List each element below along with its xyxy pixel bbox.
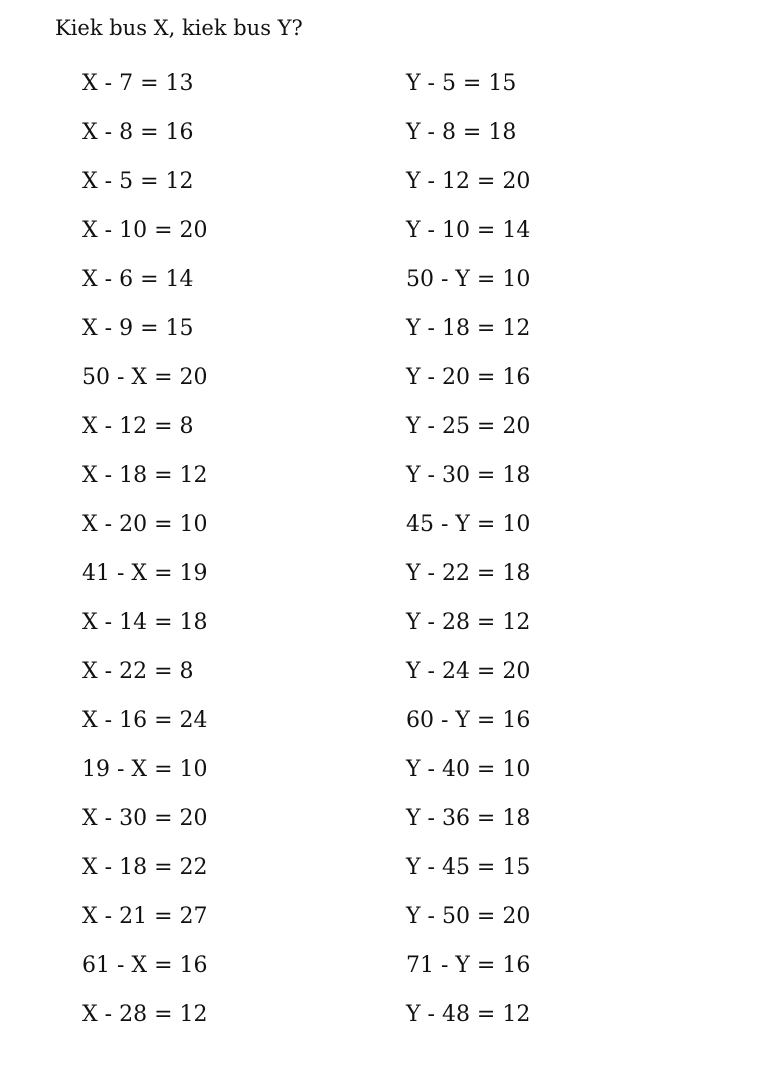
y-equation: Y - 10 = 14 [406,218,531,243]
x-equation: X - 9 = 15 [82,316,194,341]
y-equation: Y - 24 = 20 [406,659,531,684]
y-equation: 45 - Y = 10 [406,512,531,537]
x-equation: X - 30 = 20 [82,806,208,831]
x-equation: X - 20 = 10 [82,512,208,537]
x-equation: X - 10 = 20 [82,218,208,243]
y-equation: Y - 8 = 18 [406,120,517,145]
x-equation: 61 - X = 16 [82,953,208,978]
x-equation: 19 - X = 10 [82,757,208,782]
y-equation: Y - 22 = 18 [406,561,531,586]
y-equation: Y - 5 = 15 [406,71,517,96]
x-equation: X - 18 = 12 [82,463,208,488]
y-equation: Y - 36 = 18 [406,806,531,831]
y-equation: 50 - Y = 10 [406,267,531,292]
y-equation: Y - 30 = 18 [406,463,531,488]
worksheet-title: Kiek bus X, kiek bus Y? [55,16,303,40]
y-equation: Y - 20 = 16 [406,365,531,390]
x-equation: X - 14 = 18 [82,610,208,635]
x-equation: X - 7 = 13 [82,71,194,96]
y-equation: Y - 50 = 20 [406,904,531,929]
x-equation: X - 6 = 14 [82,267,194,292]
y-equation: 71 - Y = 16 [406,953,531,978]
x-equation: X - 21 = 27 [82,904,208,929]
x-equation: 41 - X = 19 [82,561,208,586]
y-equation: Y - 48 = 12 [406,1002,531,1027]
x-equation: X - 12 = 8 [82,414,194,439]
y-equation: Y - 25 = 20 [406,414,531,439]
x-equation: X - 18 = 22 [82,855,208,880]
y-equation: Y - 12 = 20 [406,169,531,194]
x-equations-column [82,69,208,1049]
x-equation: X - 28 = 12 [82,1002,208,1027]
x-equation: X - 5 = 12 [82,169,194,194]
y-equation: Y - 18 = 12 [406,316,531,341]
x-equation: X - 8 = 16 [82,120,194,145]
y-equation: Y - 40 = 10 [406,757,531,782]
x-equation: 50 - X = 20 [82,365,208,390]
y-equation: Y - 28 = 12 [406,610,531,635]
y-equations-column [406,69,530,1049]
y-equation: 60 - Y = 16 [406,708,531,733]
y-equation: Y - 45 = 15 [406,855,531,880]
x-equation: X - 16 = 24 [82,708,208,733]
x-equation: X - 22 = 8 [82,659,194,684]
